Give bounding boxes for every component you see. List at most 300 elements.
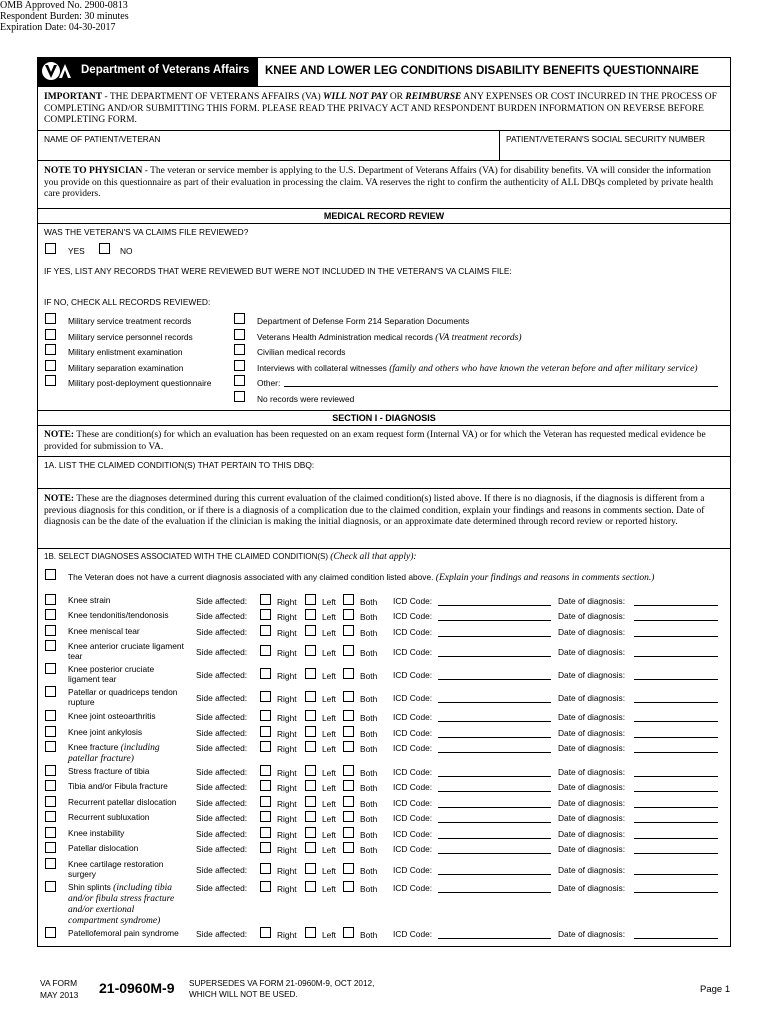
date-of-diagnosis-input[interactable] [634, 892, 718, 893]
footer-supersedes-1: SUPERSEDES VA FORM 21-0960M-9, OCT 2012, [189, 979, 375, 988]
both-checkbox[interactable] [343, 645, 354, 656]
both-checkbox[interactable] [343, 625, 354, 636]
important-label: IMPORTANT [44, 92, 103, 102]
left-checkbox[interactable] [305, 881, 316, 892]
left-label: Left [322, 744, 336, 754]
left-label: Left [322, 930, 336, 940]
q1b-italic: (Check all that apply): [330, 552, 417, 562]
right-record-checkbox[interactable] [234, 313, 245, 324]
right-checkbox[interactable] [260, 594, 271, 605]
date-of-diagnosis-input[interactable] [634, 938, 718, 939]
right-label: Right [277, 783, 297, 793]
left-label: Left [322, 783, 336, 793]
patient-name-field[interactable] [40, 144, 498, 158]
divider [37, 410, 731, 411]
date-of-diagnosis-label: Date of diagnosis: [558, 728, 626, 738]
date-of-diagnosis-label: Date of diagnosis: [558, 865, 626, 875]
left-record-label: Military post-deployment questionnaire [68, 378, 212, 388]
right-label: Right [277, 866, 297, 876]
icd-code-input[interactable] [438, 636, 551, 637]
diagnosis-checkbox[interactable] [45, 927, 56, 938]
left-checkbox[interactable] [305, 741, 316, 752]
side-affected-label: Side affected: [196, 670, 248, 680]
diagnosis-label [68, 727, 186, 737]
date-of-diagnosis-label: Date of diagnosis: [558, 829, 626, 839]
left-checkbox[interactable] [305, 827, 316, 838]
diagnosis-name: Patellofemoral pain syndrome [68, 928, 179, 938]
both-label: Both [360, 845, 378, 855]
right-record-label [257, 347, 345, 357]
right-checkbox[interactable] [260, 811, 271, 822]
right-checkbox[interactable] [260, 863, 271, 874]
diagnosis-label [68, 797, 186, 807]
both-label: Both [360, 799, 378, 809]
medical-record-review-title: MEDICAL RECORD REVIEW [323, 211, 445, 221]
q1b-text: 1B. SELECT DIAGNOSES ASSOCIATED WITH THE CLAIMED CONDITION(S) [44, 552, 331, 561]
icd-code-input[interactable] [438, 752, 551, 753]
date-of-diagnosis-input[interactable] [634, 838, 718, 839]
right-checkbox[interactable] [260, 796, 271, 807]
left-checkbox[interactable] [305, 726, 316, 737]
left-record-label: Military enlistment examination [68, 347, 183, 357]
right-label: Right [277, 694, 297, 704]
diagnosis-label [68, 781, 186, 791]
left-record-checkbox[interactable] [45, 360, 56, 371]
diagnosis-checkbox[interactable] [45, 663, 56, 674]
icd-code-input[interactable] [438, 807, 551, 808]
diagnosis-name: Shin splints [68, 882, 114, 892]
side-affected-label: Side affected: [196, 844, 248, 854]
right-checkbox[interactable] [260, 625, 271, 636]
both-label: Both [360, 729, 378, 739]
note2-text: These are the diagnoses determined during this current evaluation of the claimed condition(s) listed above. If there is no diagnosis, if the diagnosis is different from a previous diagnosis for this condition, or if there is a diagnosis of a complication due to the claimed condition, explain your findings and reasons in comments section. Date of diagnosis can be the date of the evaluation if the clinician is making the initial diagnosis, or an approximate date determined through record review or reported history. [44, 494, 705, 527]
both-checkbox[interactable] [343, 710, 354, 721]
both-checkbox[interactable] [343, 796, 354, 807]
side-affected-label: Side affected: [196, 693, 248, 703]
right-checkbox[interactable] [260, 881, 271, 892]
right-record-checkbox[interactable] [234, 360, 245, 371]
diagnosis-checkbox[interactable] [45, 827, 56, 838]
date-of-diagnosis-label: Date of diagnosis: [558, 844, 626, 854]
no-diagnosis-checkbox[interactable] [45, 569, 56, 580]
diagnosis-label [68, 664, 186, 684]
both-label: Both [360, 744, 378, 754]
icd-code-label: ICD Code: [393, 611, 433, 621]
right-checkbox[interactable] [260, 827, 271, 838]
right-record-label [257, 378, 280, 388]
left-label: Left [322, 814, 336, 824]
diagnosis-checkbox[interactable] [45, 609, 56, 620]
icd-code-label: ICD Code: [393, 627, 433, 637]
both-label: Both [360, 814, 378, 824]
note-physician-label: NOTE TO PHYSICIAN [44, 166, 143, 176]
left-checkbox[interactable] [305, 609, 316, 620]
both-checkbox[interactable] [343, 863, 354, 874]
both-checkbox[interactable] [343, 594, 354, 605]
left-record-checkbox[interactable] [45, 329, 56, 340]
date-of-diagnosis-label: Date of diagnosis: [558, 798, 626, 808]
date-of-diagnosis-input[interactable] [634, 620, 718, 621]
both-label: Both [360, 597, 378, 607]
yes-checkbox[interactable] [45, 243, 56, 254]
right-record-text: Other: [257, 378, 281, 388]
side-affected-label: Side affected: [196, 813, 248, 823]
icd-code-input[interactable] [438, 874, 551, 875]
q1a-input[interactable] [40, 471, 728, 487]
left-checkbox[interactable] [305, 691, 316, 702]
left-label: Left [322, 884, 336, 894]
right-checkbox[interactable] [260, 691, 271, 702]
diagnosis-label [68, 610, 186, 620]
divider [37, 223, 731, 224]
footer-page: Page 1 [700, 984, 731, 995]
right-checkbox[interactable] [260, 842, 271, 853]
icd-code-input[interactable] [438, 822, 551, 823]
diagnosis-checkbox[interactable] [45, 796, 56, 807]
icd-code-label: ICD Code: [393, 782, 433, 792]
va-logo-icon [41, 60, 75, 82]
date-of-diagnosis-label: Date of diagnosis: [558, 743, 626, 753]
side-affected-label: Side affected: [196, 883, 248, 893]
omb-burden: Respondent Burden: 30 minutes [0, 11, 129, 22]
omb-approval: OMB Approved No. 2900-0813 [0, 0, 128, 11]
icd-code-label: ICD Code: [393, 670, 433, 680]
patient-ssn-field[interactable] [502, 144, 728, 158]
diagnosis-label [68, 595, 186, 605]
diagnosis-label [68, 766, 186, 776]
side-affected-label: Side affected: [196, 712, 248, 722]
divider [499, 130, 500, 160]
divider [257, 57, 258, 86]
right-checkbox[interactable] [260, 645, 271, 656]
footer-date: MAY 2013 [40, 990, 79, 1000]
diagnosis-name: Knee strain [68, 595, 111, 605]
side-affected-label: Side affected: [196, 743, 248, 753]
left-checkbox[interactable] [305, 594, 316, 605]
left-label: Left [322, 799, 336, 809]
important-will-not-pay: WILL NOT PAY [323, 92, 388, 102]
if-no-instruction: IF NO, CHECK ALL RECORDS REVIEWED: [44, 297, 211, 307]
left-record-checkbox[interactable] [45, 344, 56, 355]
date-of-diagnosis-input[interactable] [634, 636, 718, 637]
both-label: Both [360, 930, 378, 940]
left-checkbox[interactable] [305, 645, 316, 656]
diagnosis-italic: (including patellar fracture) [68, 743, 160, 764]
divider [37, 488, 731, 489]
left-checkbox[interactable] [305, 863, 316, 874]
both-checkbox[interactable] [343, 668, 354, 679]
footer-supersedes-2: WHICH WILL NOT BE USED. [189, 990, 298, 999]
diagnosis-checkbox[interactable] [45, 594, 56, 605]
diagnosis-note [44, 494, 724, 529]
icd-code-input[interactable] [438, 679, 551, 680]
right-label: Right [277, 799, 297, 809]
diagnosis-label [68, 812, 186, 822]
both-checkbox[interactable] [343, 691, 354, 702]
no-checkbox[interactable] [99, 243, 110, 254]
left-record-checkbox[interactable] [45, 375, 56, 386]
right-record-checkbox[interactable] [234, 344, 245, 355]
both-label: Both [360, 783, 378, 793]
icd-code-input[interactable] [438, 721, 551, 722]
note-physician-text: - The veteran or service member is applying to the U.S. Department of Veterans Affairs (VA) for disability benefits. VA will consider the information you provide on this questionnaire as part of their evaluation in processing the claim. VA reserves the right to confirm the authenticity of ALL DBQs completed by private health care providers. [44, 166, 714, 199]
right-record-label [257, 316, 469, 326]
both-label: Both [360, 628, 378, 638]
diagnosis-checkbox[interactable] [45, 765, 56, 776]
left-label: Left [322, 830, 336, 840]
date-of-diagnosis-input[interactable] [634, 737, 718, 738]
side-affected-label: Side affected: [196, 647, 248, 657]
if-yes-instruction: IF YES, LIST ANY RECORDS THAT WERE REVIEWED BUT WERE NOT INCLUDED IN THE VETERAN'S VA CLAIMS FILE: [44, 266, 512, 276]
side-affected-label: Side affected: [196, 829, 248, 839]
note-to-physician [44, 166, 724, 201]
right-checkbox[interactable] [260, 780, 271, 791]
icd-code-input[interactable] [438, 605, 551, 606]
left-checkbox[interactable] [305, 765, 316, 776]
both-checkbox[interactable] [343, 811, 354, 822]
divider [37, 548, 731, 549]
left-checkbox[interactable] [305, 780, 316, 791]
right-record-checkbox[interactable] [234, 391, 245, 402]
icd-code-input[interactable] [438, 620, 551, 621]
date-of-diagnosis-input[interactable] [634, 656, 718, 657]
both-label: Both [360, 671, 378, 681]
icd-code-label: ICD Code: [393, 596, 433, 606]
section-1-title: SECTION I - DIAGNOSIS [332, 413, 436, 423]
icd-code-label: ICD Code: [393, 712, 433, 722]
diagnosis-name: Stress fracture of tibia [68, 766, 150, 776]
both-label: Both [360, 830, 378, 840]
right-checkbox[interactable] [260, 765, 271, 776]
date-of-diagnosis-input[interactable] [634, 822, 718, 823]
diagnosis-name: Recurrent patellar dislocation [68, 797, 177, 807]
both-checkbox[interactable] [343, 765, 354, 776]
divider [37, 86, 731, 87]
right-checkbox[interactable] [260, 710, 271, 721]
left-checkbox[interactable] [305, 710, 316, 721]
diagnosis-checkbox[interactable] [45, 686, 56, 697]
right-checkbox[interactable] [260, 927, 271, 938]
both-checkbox[interactable] [343, 927, 354, 938]
right-checkbox[interactable] [260, 726, 271, 737]
no-diagnosis-text: The Veteran does not have a current diagnosis associated with any claimed condition listed above. [68, 572, 436, 582]
diagnosis-name: Tibia and/or Fibula fracture [68, 781, 168, 791]
icd-code-input[interactable] [438, 853, 551, 854]
no-label: NO [120, 246, 133, 256]
date-of-diagnosis-input[interactable] [634, 605, 718, 606]
icd-code-label: ICD Code: [393, 929, 433, 939]
right-record-text: Veterans Health Administration medical records [257, 332, 436, 342]
date-of-diagnosis-label: Date of diagnosis: [558, 693, 626, 703]
other-records-input[interactable] [284, 386, 718, 387]
date-of-diagnosis-label: Date of diagnosis: [558, 883, 626, 893]
diagnosis-name: Knee posterior cruciate ligament tear [68, 664, 155, 684]
agency-name: Department of Veterans Affairs [81, 64, 250, 76]
date-of-diagnosis-label: Date of diagnosis: [558, 647, 626, 657]
icd-code-label: ICD Code: [393, 865, 433, 875]
form-title: KNEE AND LOWER LEG CONDITIONS DISABILITY BENEFITS QUESTIONNAIRE [265, 65, 699, 77]
q1a-label: 1A. LIST THE CLAIMED CONDITION(S) THAT PERTAIN TO THIS DBQ: [44, 460, 315, 470]
right-record-text: No records were reviewed [257, 394, 355, 404]
both-label: Both [360, 866, 378, 876]
right-record-checkbox[interactable] [234, 329, 245, 340]
omb-expiration: Expiration Date: 04-30-2017 [0, 22, 116, 33]
right-label: Right [277, 884, 297, 894]
diagnosis-name: Knee anterior cruciate ligament tear [68, 641, 184, 661]
icd-code-label: ICD Code: [393, 883, 433, 893]
left-label: Left [322, 866, 336, 876]
diagnosis-checkbox[interactable] [45, 881, 56, 892]
date-of-diagnosis-input[interactable] [634, 874, 718, 875]
diagnosis-checkbox[interactable] [45, 741, 56, 752]
diagnosis-checkbox[interactable] [45, 858, 56, 869]
diagnosis-label [68, 626, 186, 636]
diagnosis-name: Knee joint ankylosis [68, 727, 143, 737]
side-affected-label: Side affected: [196, 798, 248, 808]
icd-code-label: ICD Code: [393, 743, 433, 753]
important-notice [44, 92, 724, 127]
omb-info [0, 0, 770, 33]
right-label: Right [277, 612, 297, 622]
date-of-diagnosis-label: Date of diagnosis: [558, 782, 626, 792]
right-checkbox[interactable] [260, 741, 271, 752]
icd-code-input[interactable] [438, 776, 551, 777]
left-record-label: Military service treatment records [68, 316, 192, 326]
icd-code-input[interactable] [438, 938, 551, 939]
footer-form-number: 21-0960M-9 [99, 980, 175, 996]
divider [37, 425, 731, 426]
diagnosis-name: Patellar dislocation [68, 843, 139, 853]
diagnosis-name: Knee instability [68, 828, 125, 838]
icd-code-label: ICD Code: [393, 728, 433, 738]
icd-code-label: ICD Code: [393, 798, 433, 808]
diagnosis-label [68, 882, 186, 926]
diagnosis-name: Knee fracture [68, 742, 121, 752]
left-checkbox[interactable] [305, 811, 316, 822]
icd-code-input[interactable] [438, 892, 551, 893]
date-of-diagnosis-input[interactable] [634, 679, 718, 680]
right-record-label [257, 363, 698, 374]
diagnosis-checkbox[interactable] [45, 640, 56, 651]
date-of-diagnosis-input[interactable] [634, 702, 718, 703]
right-record-label [257, 332, 521, 343]
right-checkbox[interactable] [260, 609, 271, 620]
date-of-diagnosis-input[interactable] [634, 776, 718, 777]
important-reimburse: REIMBURSE [405, 92, 462, 102]
date-of-diagnosis-label: Date of diagnosis: [558, 929, 626, 939]
right-label: Right [277, 930, 297, 940]
date-of-diagnosis-label: Date of diagnosis: [558, 611, 626, 621]
side-affected-label: Side affected: [196, 728, 248, 738]
date-of-diagnosis-input[interactable] [634, 721, 718, 722]
left-label: Left [322, 597, 336, 607]
q1b-label [44, 552, 417, 562]
right-label: Right [277, 768, 297, 778]
icd-code-label: ICD Code: [393, 767, 433, 777]
both-checkbox[interactable] [343, 842, 354, 853]
date-of-diagnosis-input[interactable] [634, 853, 718, 854]
left-label: Left [322, 713, 336, 723]
icd-code-label: ICD Code: [393, 829, 433, 839]
both-checkbox[interactable] [343, 741, 354, 752]
both-checkbox[interactable] [343, 609, 354, 620]
date-of-diagnosis-label: Date of diagnosis: [558, 813, 626, 823]
left-label: Left [322, 648, 336, 658]
date-of-diagnosis-input[interactable] [634, 752, 718, 753]
both-label: Both [360, 694, 378, 704]
icd-code-label: ICD Code: [393, 647, 433, 657]
right-label: Right [277, 814, 297, 824]
important-text-2: ANY EXPENSES OR COST INCURRED IN THE PROCESS OF COMPLETING AND/OR SUBMITTING THIS FORM. PLEASE READ THE PRIVACY ACT AND RESPONDENT BURDEN INFORMATION ON REVERSE BEFORE COMPLETING FORM. [44, 92, 717, 125]
both-checkbox[interactable] [343, 780, 354, 791]
left-checkbox[interactable] [305, 842, 316, 853]
date-of-diagnosis-label: Date of diagnosis: [558, 712, 626, 722]
right-label: Right [277, 671, 297, 681]
side-affected-label: Side affected: [196, 782, 248, 792]
agency-banner [37, 57, 257, 86]
right-checkbox[interactable] [260, 668, 271, 679]
left-checkbox[interactable] [305, 668, 316, 679]
icd-code-input[interactable] [438, 838, 551, 839]
right-label: Right [277, 648, 297, 658]
diagnosis-label [68, 859, 186, 879]
icd-code-label: ICD Code: [393, 693, 433, 703]
left-label: Left [322, 694, 336, 704]
left-checkbox[interactable] [305, 625, 316, 636]
both-checkbox[interactable] [343, 726, 354, 737]
date-of-diagnosis-label: Date of diagnosis: [558, 767, 626, 777]
right-label: Right [277, 713, 297, 723]
diagnosis-italic: (including tibia and/or fibula stress fracture and/or exertional compartment syndrome) [68, 883, 175, 926]
date-of-diagnosis-input[interactable] [634, 791, 718, 792]
diagnosis-checkbox[interactable] [45, 842, 56, 853]
both-checkbox[interactable] [343, 881, 354, 892]
claims-file-question: WAS THE VETERAN'S VA CLAIMS FILE REVIEWED? [44, 227, 249, 237]
right-record-text: Civilian medical records [257, 347, 346, 357]
note-text: These are condition(s) for which an evaluation has been requested on an exam request form (Internal VA) or for which the Veteran has requested medical evidence be provided for submission to VA. [44, 430, 706, 452]
icd-code-input[interactable] [438, 702, 551, 703]
left-record-checkbox[interactable] [45, 313, 56, 324]
diagnosis-checkbox[interactable] [45, 811, 56, 822]
diagnosis-checkbox[interactable] [45, 710, 56, 721]
icd-code-input[interactable] [438, 737, 551, 738]
icd-code-input[interactable] [438, 791, 551, 792]
diagnosis-name: Knee tendonitis/tendonosis [68, 610, 169, 620]
icd-code-input[interactable] [438, 656, 551, 657]
right-record-italic: (family and others who have known the veteran before and after military service) [389, 364, 698, 374]
diagnosis-checkbox[interactable] [45, 780, 56, 791]
both-checkbox[interactable] [343, 827, 354, 838]
divider [37, 130, 731, 131]
both-label: Both [360, 713, 378, 723]
side-affected-label: Side affected: [196, 767, 248, 777]
patient-ssn-label: PATIENT/VETERAN'S SOCIAL SECURITY NUMBER [506, 134, 706, 144]
left-label: Left [322, 628, 336, 638]
date-of-diagnosis-input[interactable] [634, 807, 718, 808]
diagnosis-label [68, 687, 186, 707]
left-checkbox[interactable] [305, 927, 316, 938]
diagnosis-checkbox[interactable] [45, 726, 56, 737]
diagnosis-checkbox[interactable] [45, 625, 56, 636]
divider [37, 208, 731, 209]
diagnosis-label [68, 828, 186, 838]
right-record-text: Interviews with collateral witnesses [257, 363, 390, 373]
right-label: Right [277, 845, 297, 855]
right-record-checkbox[interactable] [234, 375, 245, 386]
diagnosis-label [68, 843, 186, 853]
side-affected-label: Side affected: [196, 611, 248, 621]
left-checkbox[interactable] [305, 796, 316, 807]
